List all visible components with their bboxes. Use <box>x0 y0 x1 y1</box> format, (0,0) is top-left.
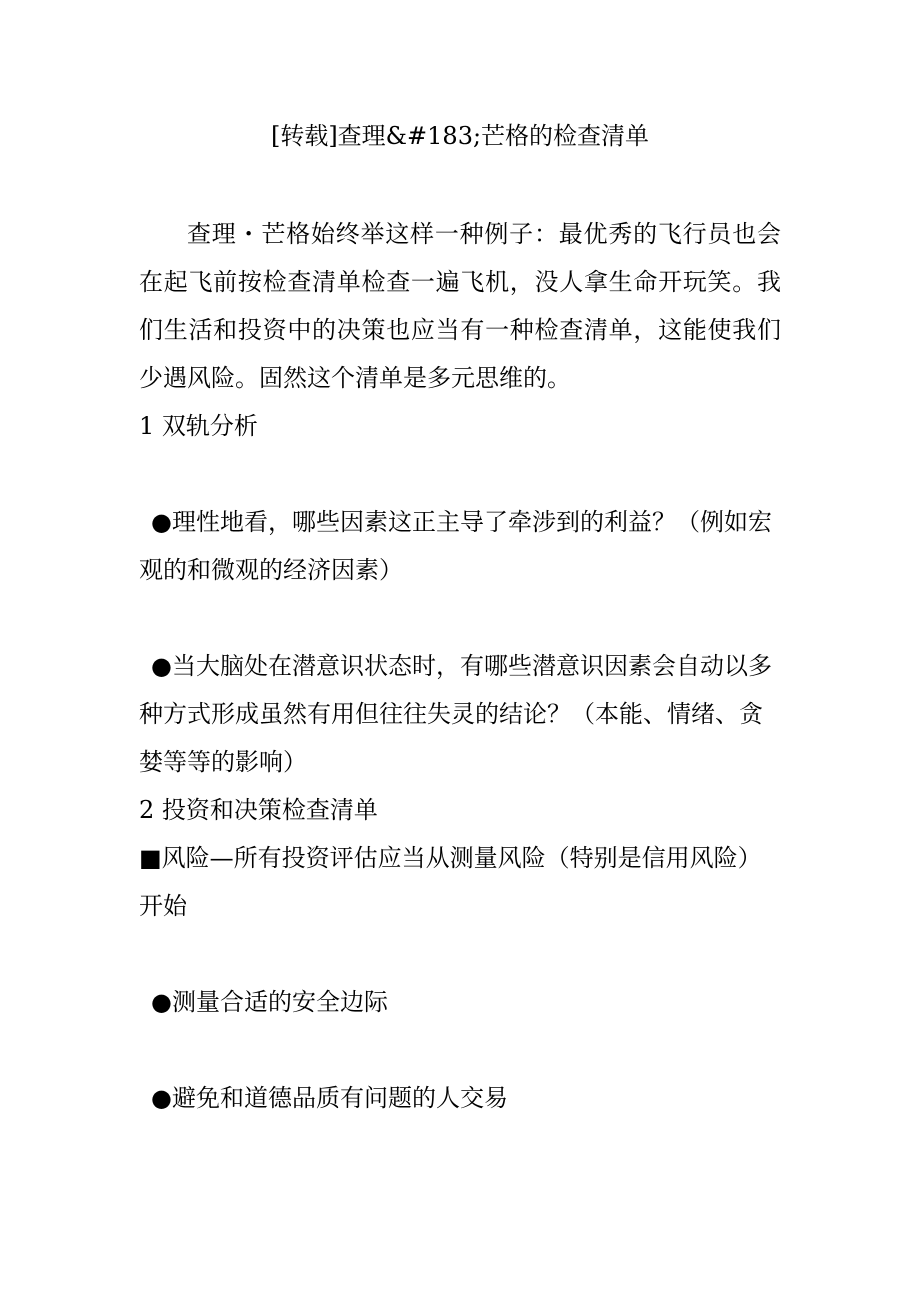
document-title: [转载]查理&#183;芒格的检查清单 <box>270 122 650 150</box>
section-1-heading: 1 双轨分析 <box>139 412 258 440</box>
section-2-heading: 2 投资和决策检查清单 <box>139 796 378 824</box>
bullet-safety-margin: ●测量合适的安全边际 <box>151 988 388 1016</box>
bullet-subconscious-factors: ●当大脑处在潜意识状态时，有哪些潜意识因素会自动以多种方式形成虽然有用但往往失灵的结论？（本能、情绪、贪婪等等的影响） <box>139 652 772 776</box>
risk-item: ■风险—所有投资评估应当从测量风险（特别是信用风险）开始 <box>139 844 762 920</box>
intro-paragraph: 查理・芒格始终举这样一种例子：最优秀的飞行员也会在起飞前按检查清单检查一遍飞机，没人拿生命开玩笑。我们生活和投资中的决策也应当有一种检查清单，这能使我们少遇风险。固然这个清单是多元思维的。 <box>139 220 781 392</box>
bullet-rational-factors: ●理性地看，哪些因素这正主导了牵涉到的利益？（例如宏观的和微观的经济因素） <box>139 508 772 584</box>
bullet-avoid-unethical: ●避免和道德品质有问题的人交易 <box>151 1084 508 1112</box>
